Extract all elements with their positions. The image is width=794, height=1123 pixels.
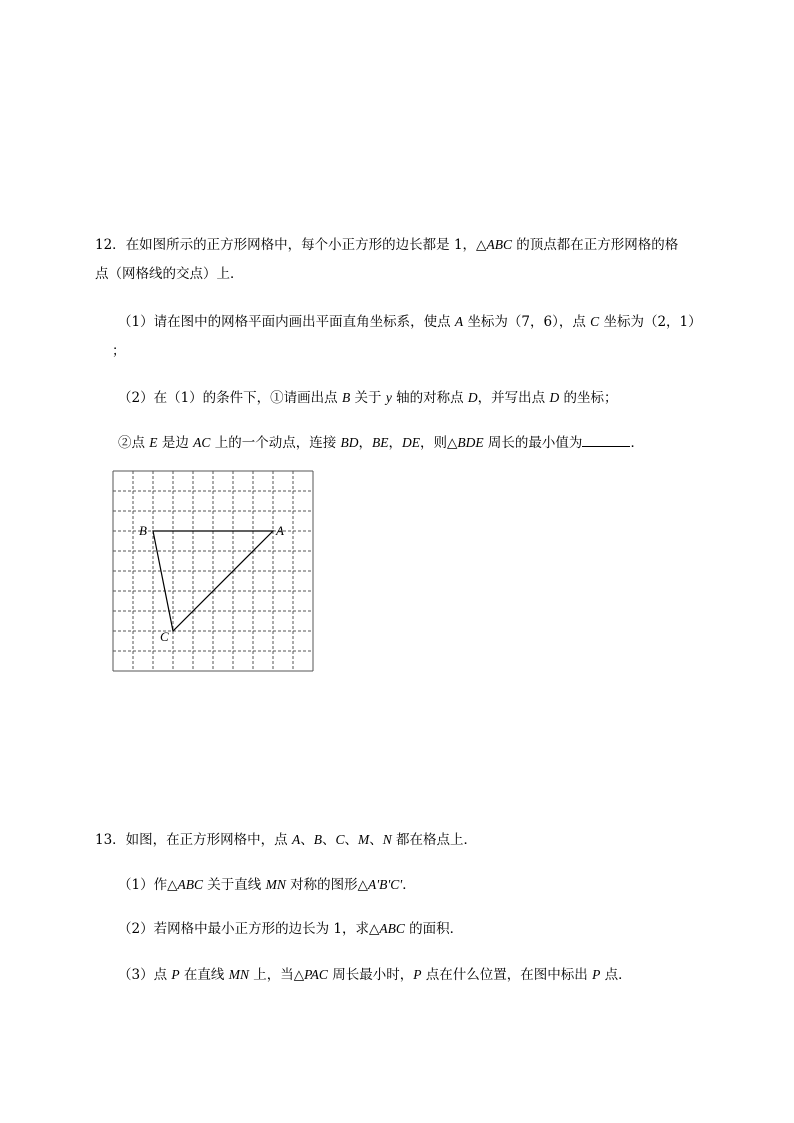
text-segment: ，并写出点 (477, 390, 550, 406)
text-segment: 的顶点都在正方形网格的格 (511, 237, 679, 253)
math-variable: D (549, 390, 560, 405)
text-segment: 点（网格线的交点）上． (95, 266, 244, 282)
text-segment: 点在什么位置，在图中标出 (421, 967, 593, 983)
math-variable: BDE (457, 435, 484, 450)
text-segment: 对称的图形△ (285, 877, 369, 893)
text-segment: （2）在（1）的条件下，①请画出点 (118, 390, 342, 406)
math-variable: D (467, 390, 478, 405)
text-segment: 坐标为（2，1） (599, 314, 702, 330)
math-variable: B (313, 832, 322, 847)
q12-part1 (118, 313, 702, 331)
math-variable: BE (372, 435, 389, 450)
math-variable: PAC (304, 967, 328, 982)
vertex-label-c: C (160, 629, 169, 644)
text-segment: （1）请在图中的网格平面内画出平面直角坐标系，使点 (118, 314, 455, 330)
math-variable: A (291, 832, 301, 847)
text-segment: 轴的对称点 (391, 390, 468, 406)
q12-part1-cont (112, 342, 126, 360)
q13-part2 (118, 920, 463, 938)
math-variable: P (592, 967, 601, 982)
text-segment: ， (358, 435, 372, 451)
text-segment: 的坐标； (559, 390, 618, 406)
text-segment: 周长的最小值为 (483, 435, 583, 451)
text-segment: ． (630, 435, 644, 451)
text-segment: ，则△ (420, 435, 458, 451)
q12-part2 (118, 389, 618, 407)
math-variable: MN (265, 877, 286, 892)
text-segment: 坐标为（7，6），点 (463, 314, 591, 330)
math-variable: M (358, 832, 370, 847)
text-segment: 、 (321, 832, 336, 848)
text-segment: 、 (369, 832, 383, 848)
text-segment: ； (112, 343, 126, 359)
text-segment: 点． (600, 967, 632, 983)
text-segment: 的面积． (404, 921, 464, 937)
math-variable: BD (340, 435, 359, 450)
text-segment: 上的一个动点，连接 (210, 435, 341, 451)
q13-stem (95, 831, 477, 849)
vertex-label-b: B (139, 523, 147, 538)
math-variable: AC (193, 435, 211, 450)
math-variable: C (590, 314, 600, 329)
q12-stem-line2 (95, 265, 244, 283)
q13-part3 (118, 966, 632, 984)
text-segment: 、 (300, 832, 314, 848)
text-segment: 在直线 (179, 967, 229, 983)
answer-blank (582, 434, 630, 447)
triangle-grid-figure (112, 470, 314, 672)
text-segment: 关于 (350, 390, 386, 406)
math-variable: E (149, 435, 158, 450)
text-segment: 上，当△ (248, 967, 305, 983)
math-variable: P (413, 967, 422, 982)
math-variable: MN (228, 967, 249, 982)
math-variable: A'B'C' (368, 877, 403, 892)
text-segment: 是边 (157, 435, 194, 451)
grid-lines (113, 471, 313, 671)
text-segment: 都在格点上． (391, 832, 478, 848)
text-segment: 关于直线 (202, 877, 266, 893)
text-segment: 13．如图，在正方形网格中，点 (95, 832, 292, 848)
math-variable: y (385, 390, 392, 405)
text-segment: 周长最小时， (327, 967, 414, 983)
q12-stem-line1 (95, 236, 678, 254)
q13-part1 (118, 876, 416, 894)
text-segment: ． (402, 877, 416, 893)
math-variable: B (341, 390, 351, 405)
math-variable: P (171, 967, 180, 982)
math-variable: ABC (486, 237, 512, 252)
text-segment: ②点 (118, 435, 150, 451)
math-variable: DE (402, 435, 420, 450)
text-segment: （2）若网格中最小正方形的边长为 1，求△ (118, 921, 380, 937)
text-segment: 12．在如图所示的正方形网格中，每个小正方形的边长都是 1，△ (95, 237, 487, 253)
math-variable: ABC (379, 921, 405, 936)
math-variable: C (335, 832, 345, 847)
math-variable: ABC (177, 877, 203, 892)
text-segment: （1）作△ (118, 877, 178, 893)
math-variable: A (454, 314, 464, 329)
text-segment: （3）点 (118, 967, 172, 983)
q12-part2-sub2 (118, 434, 644, 452)
text-segment: 、 (344, 832, 358, 848)
math-variable: N (382, 832, 392, 847)
vertex-label-a: A (276, 523, 284, 538)
text-segment: ， (388, 435, 402, 451)
